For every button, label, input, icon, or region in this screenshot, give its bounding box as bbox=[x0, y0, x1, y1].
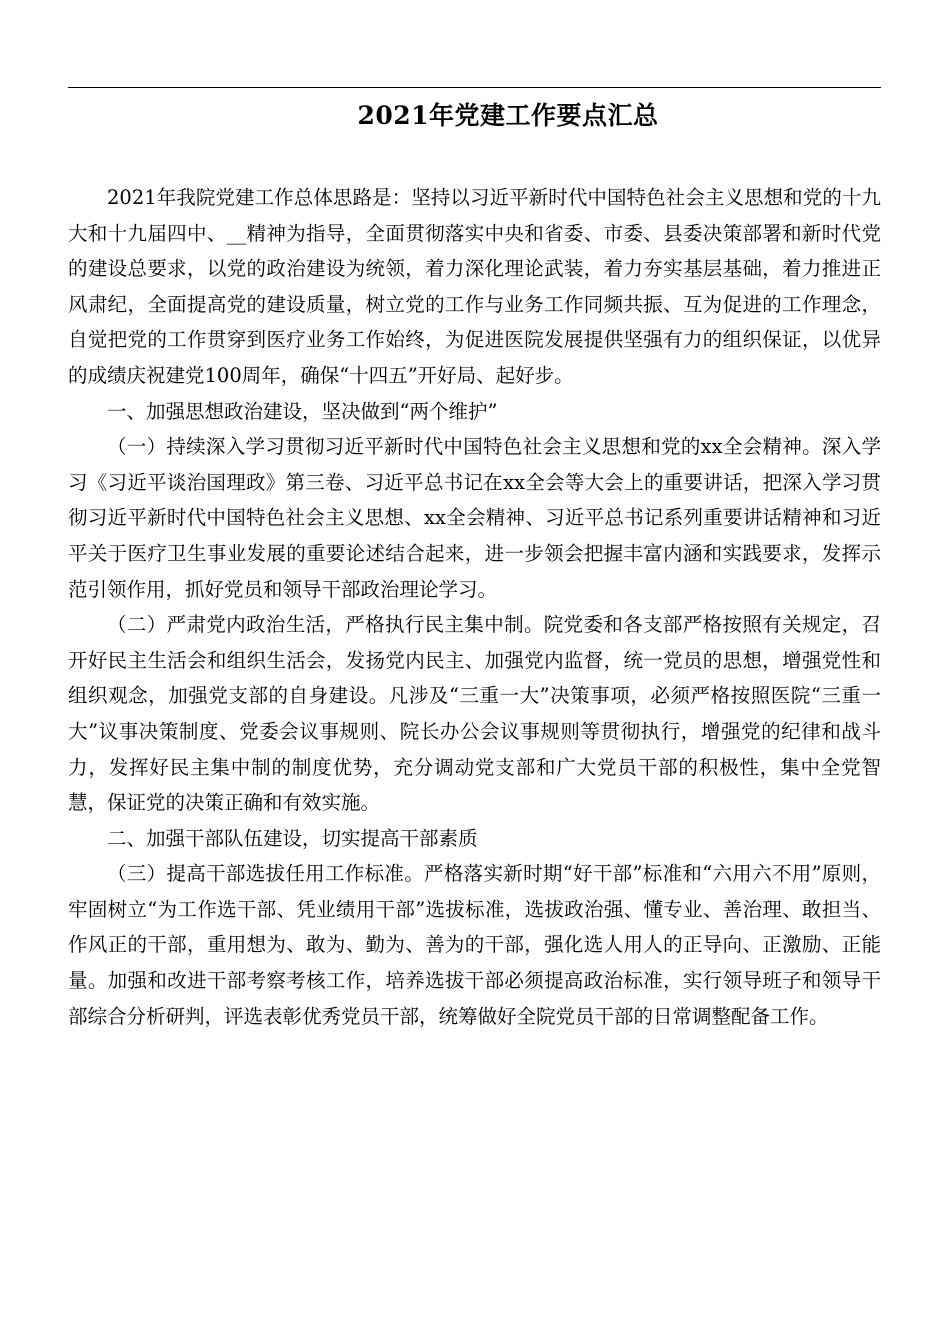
intro-paragraph: 2021年我院党建工作总体思路是：坚持以习近平新时代中国特色社会主义思想和党的十九大和十九届四中、__精神为指导，全面贯彻落实中央和省委、市委、县委决策部署和新时代党的建设总要求，以党的政治建设为统领，着力深化理论武装，着力夯实基层基础，着力推进正风肃纪，全面提高党的建设质量，树立党的工作与业务工作同频共振、互为促进的工作理念，自觉把党的工作贯穿到医疗业务工作始终，为促进医院发展提供坚强有力的组织保证，以优异的成绩庆祝建党100周年，确保“十四五”开好局、起好步。 bbox=[68, 186, 881, 387]
section-heading-1: 一、加强思想政治建设，坚决做到“两个维护” bbox=[107, 399, 498, 423]
subsection-paragraph-1: （一）持续深入学习贯彻习近平新时代中国特色社会主义思想和党的xx全会精神。深入学习《习近平谈治国理政》第三卷、习近平总书记在xx全会等大会上的重要讲话，把深入学习贯彻习近平新时代中国特色社会主义思想、xx全会精神、习近平总书记系列重要讲话精神和习近平关于医疗卫生事业发展的重要论述结合起来，进一步领会把握丰富内涵和实践要求，发挥示范引领作用，抓好党员和领导干部政治理论学习。 bbox=[68, 435, 881, 601]
document-body bbox=[68, 180, 881, 1034]
header-rule bbox=[68, 87, 881, 88]
document-title: 2021年党建工作要点汇总 bbox=[357, 101, 659, 130]
subsection-paragraph-3: （三）提高干部选拔任用工作标准。严格落实新时期“好干部”标准和“六用六不用”原则，牢固树立“为工作选干部、凭业绩用干部”选拔标准，选拔政治强、懂专业、善治理、敢担当、作风正的干部，重用想为、敢为、勤为、善为的干部，强化选人用人的正导向、正激励、正能量。加强和改进干部考察考核工作，培养选拔干部必须提高政治标准，实行领导班子和领导干部综合分析研判，评选表彰优秀党员干部，统筹做好全院党员干部的日常调整配备工作。 bbox=[68, 862, 881, 1028]
subsection-paragraph-2: （二）严肃党内政治生活，严格执行民主集中制。院党委和各支部严格按照有关规定，召开好民主生活会和组织生活会，发扬党内民主、加强党内监督，统一党员的思想，增强党性和组织观念，加强党支部的自身建设。凡涉及“三重一大”决策事项，必须严格按照医院“三重一大”议事决策制度、党委会议事规则、院长办公会议事规则等贯彻执行，增强党的纪律和战斗力，发挥好民主集中制的制度优势，充分调动党支部和广大党员干部的积极性，集中全党智慧，保证党的决策正确和有效实施。 bbox=[68, 613, 881, 815]
section-heading-2: 二、加强干部队伍建设，切实提高干部素质 bbox=[107, 826, 478, 850]
